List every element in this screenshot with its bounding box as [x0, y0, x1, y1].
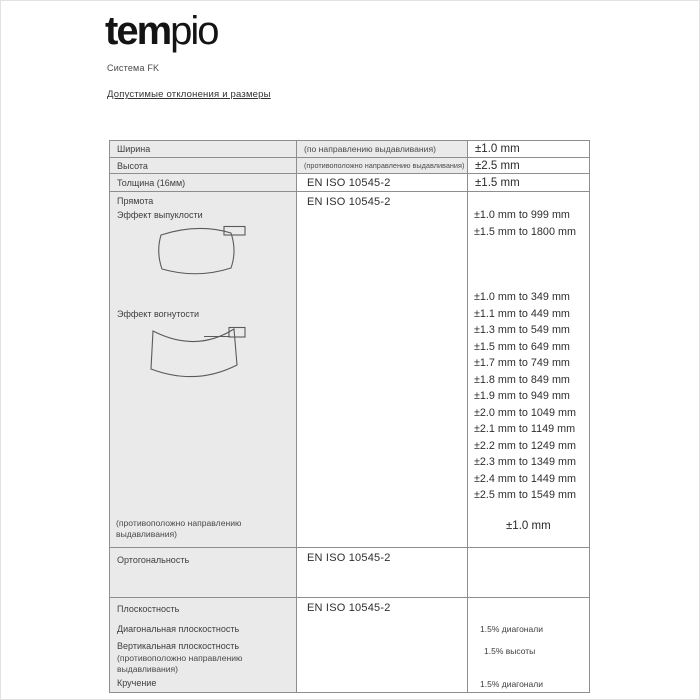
convexity-value: ±1.0 mm to 999 mm	[474, 209, 570, 221]
tolerances-table	[109, 140, 590, 693]
orthogonality-method-cell	[297, 548, 468, 598]
torsion-value: 1.5% диагонали	[480, 679, 543, 689]
thickness-label-cell	[110, 174, 297, 192]
vertical-flatness-value: 1.5% высоты	[484, 646, 536, 656]
orthogonality-label: Ортогональность	[117, 555, 190, 565]
concavity-label: Эффект вогнутости	[117, 309, 200, 319]
width-value: ±1.0 mm	[475, 143, 520, 155]
straightness-method: EN ISO 10545-2	[307, 196, 391, 208]
straightness-method-cell	[297, 192, 468, 548]
height-value-cell	[468, 158, 589, 174]
concavity-value: ±2.0 mm to 1049 mm	[474, 406, 576, 419]
convexity-diagram	[154, 221, 248, 281]
width-label-cell	[110, 141, 297, 158]
convexity-value: ±1.5 mm to 1800 mm	[474, 225, 576, 238]
concavity-value: ±2.4 mm to 1449 mm	[474, 472, 576, 485]
straightness-counter-value: ±1.0 mm	[506, 520, 551, 532]
flatness-method-cell	[297, 598, 468, 692]
flatness-method: EN ISO 10545-2	[307, 602, 391, 614]
concavity-value: ±2.5 mm to 1549 mm	[474, 489, 576, 501]
height-method: (противоположно направлению выдавливания)	[304, 161, 465, 170]
flatness-label-cell	[110, 598, 297, 692]
height-method-cell	[297, 158, 468, 174]
vertical-flatness-label: Вертикальная плоскостность	[117, 641, 240, 651]
concavity-value: ±1.3 mm to 549 mm	[474, 324, 570, 336]
orthogonality-label-cell	[110, 548, 297, 598]
width-value-cell	[468, 141, 589, 158]
width-method: (по направлению выдавливания)	[304, 144, 436, 154]
concavity-value: ±1.0 mm to 349 mm	[474, 291, 570, 303]
tolerances-link[interactable]: Допустимые отклонения и размеры	[107, 89, 271, 100]
thickness-label: Толщина (16мм)	[117, 177, 186, 188]
convexity-values	[474, 207, 576, 240]
tempio-logo	[105, 7, 218, 55]
thickness-method: EN ISO 10545-2	[307, 176, 391, 189]
system-subtitle: Система FK	[107, 63, 160, 73]
logo-light-part: pio	[170, 9, 218, 53]
concavity-value: ±1.9 mm to 949 mm	[474, 390, 570, 402]
flatness-label: Плоскостность	[117, 604, 180, 614]
flatness-values-cell	[468, 598, 589, 692]
concavity-value: ±1.1 mm to 449 mm	[474, 307, 570, 320]
concavity-value: ±1.5 mm to 649 mm	[474, 340, 570, 353]
concavity-value: ±1.8 mm to 849 mm	[474, 373, 570, 386]
concavity-value: ±2.3 mm to 1349 mm	[474, 456, 576, 468]
concavity-values	[474, 289, 576, 504]
vertical-flatness-sublabel: (противоположно направлению выдавливания)	[117, 653, 243, 674]
height-label-cell	[110, 158, 297, 174]
height-value: ±2.5 mm	[475, 159, 520, 172]
concavity-value: ±2.2 mm to 1249 mm	[474, 439, 576, 452]
width-method-cell	[297, 141, 468, 158]
logo-bold-part: tem	[105, 9, 171, 53]
thickness-value-cell	[468, 174, 589, 192]
concavity-diagram	[148, 324, 246, 386]
thickness-value: ±1.5 mm	[475, 176, 520, 189]
concavity-value: ±1.7 mm to 749 mm	[474, 357, 570, 369]
diagonal-flatness-label: Диагональная плоскостность	[117, 624, 240, 634]
diagonal-flatness-value: 1.5% диагонали	[480, 624, 543, 634]
convexity-label: Эффект выпуклости	[117, 210, 203, 220]
concavity-value: ±2.1 mm to 1149 mm	[474, 423, 576, 435]
torsion-label: Кручение	[117, 678, 157, 688]
straightness-values-cell	[468, 192, 589, 548]
orthogonality-method: EN ISO 10545-2	[307, 552, 391, 564]
width-label: Ширина	[117, 144, 151, 154]
straightness-label-cell	[110, 192, 297, 548]
height-label: Высота	[117, 160, 148, 171]
straightness-label: Прямота	[117, 196, 154, 206]
orthogonality-value-cell	[468, 548, 589, 598]
thickness-method-cell	[297, 174, 468, 192]
straightness-counter-label: (противоположно направлению выдавливания)	[116, 518, 242, 539]
